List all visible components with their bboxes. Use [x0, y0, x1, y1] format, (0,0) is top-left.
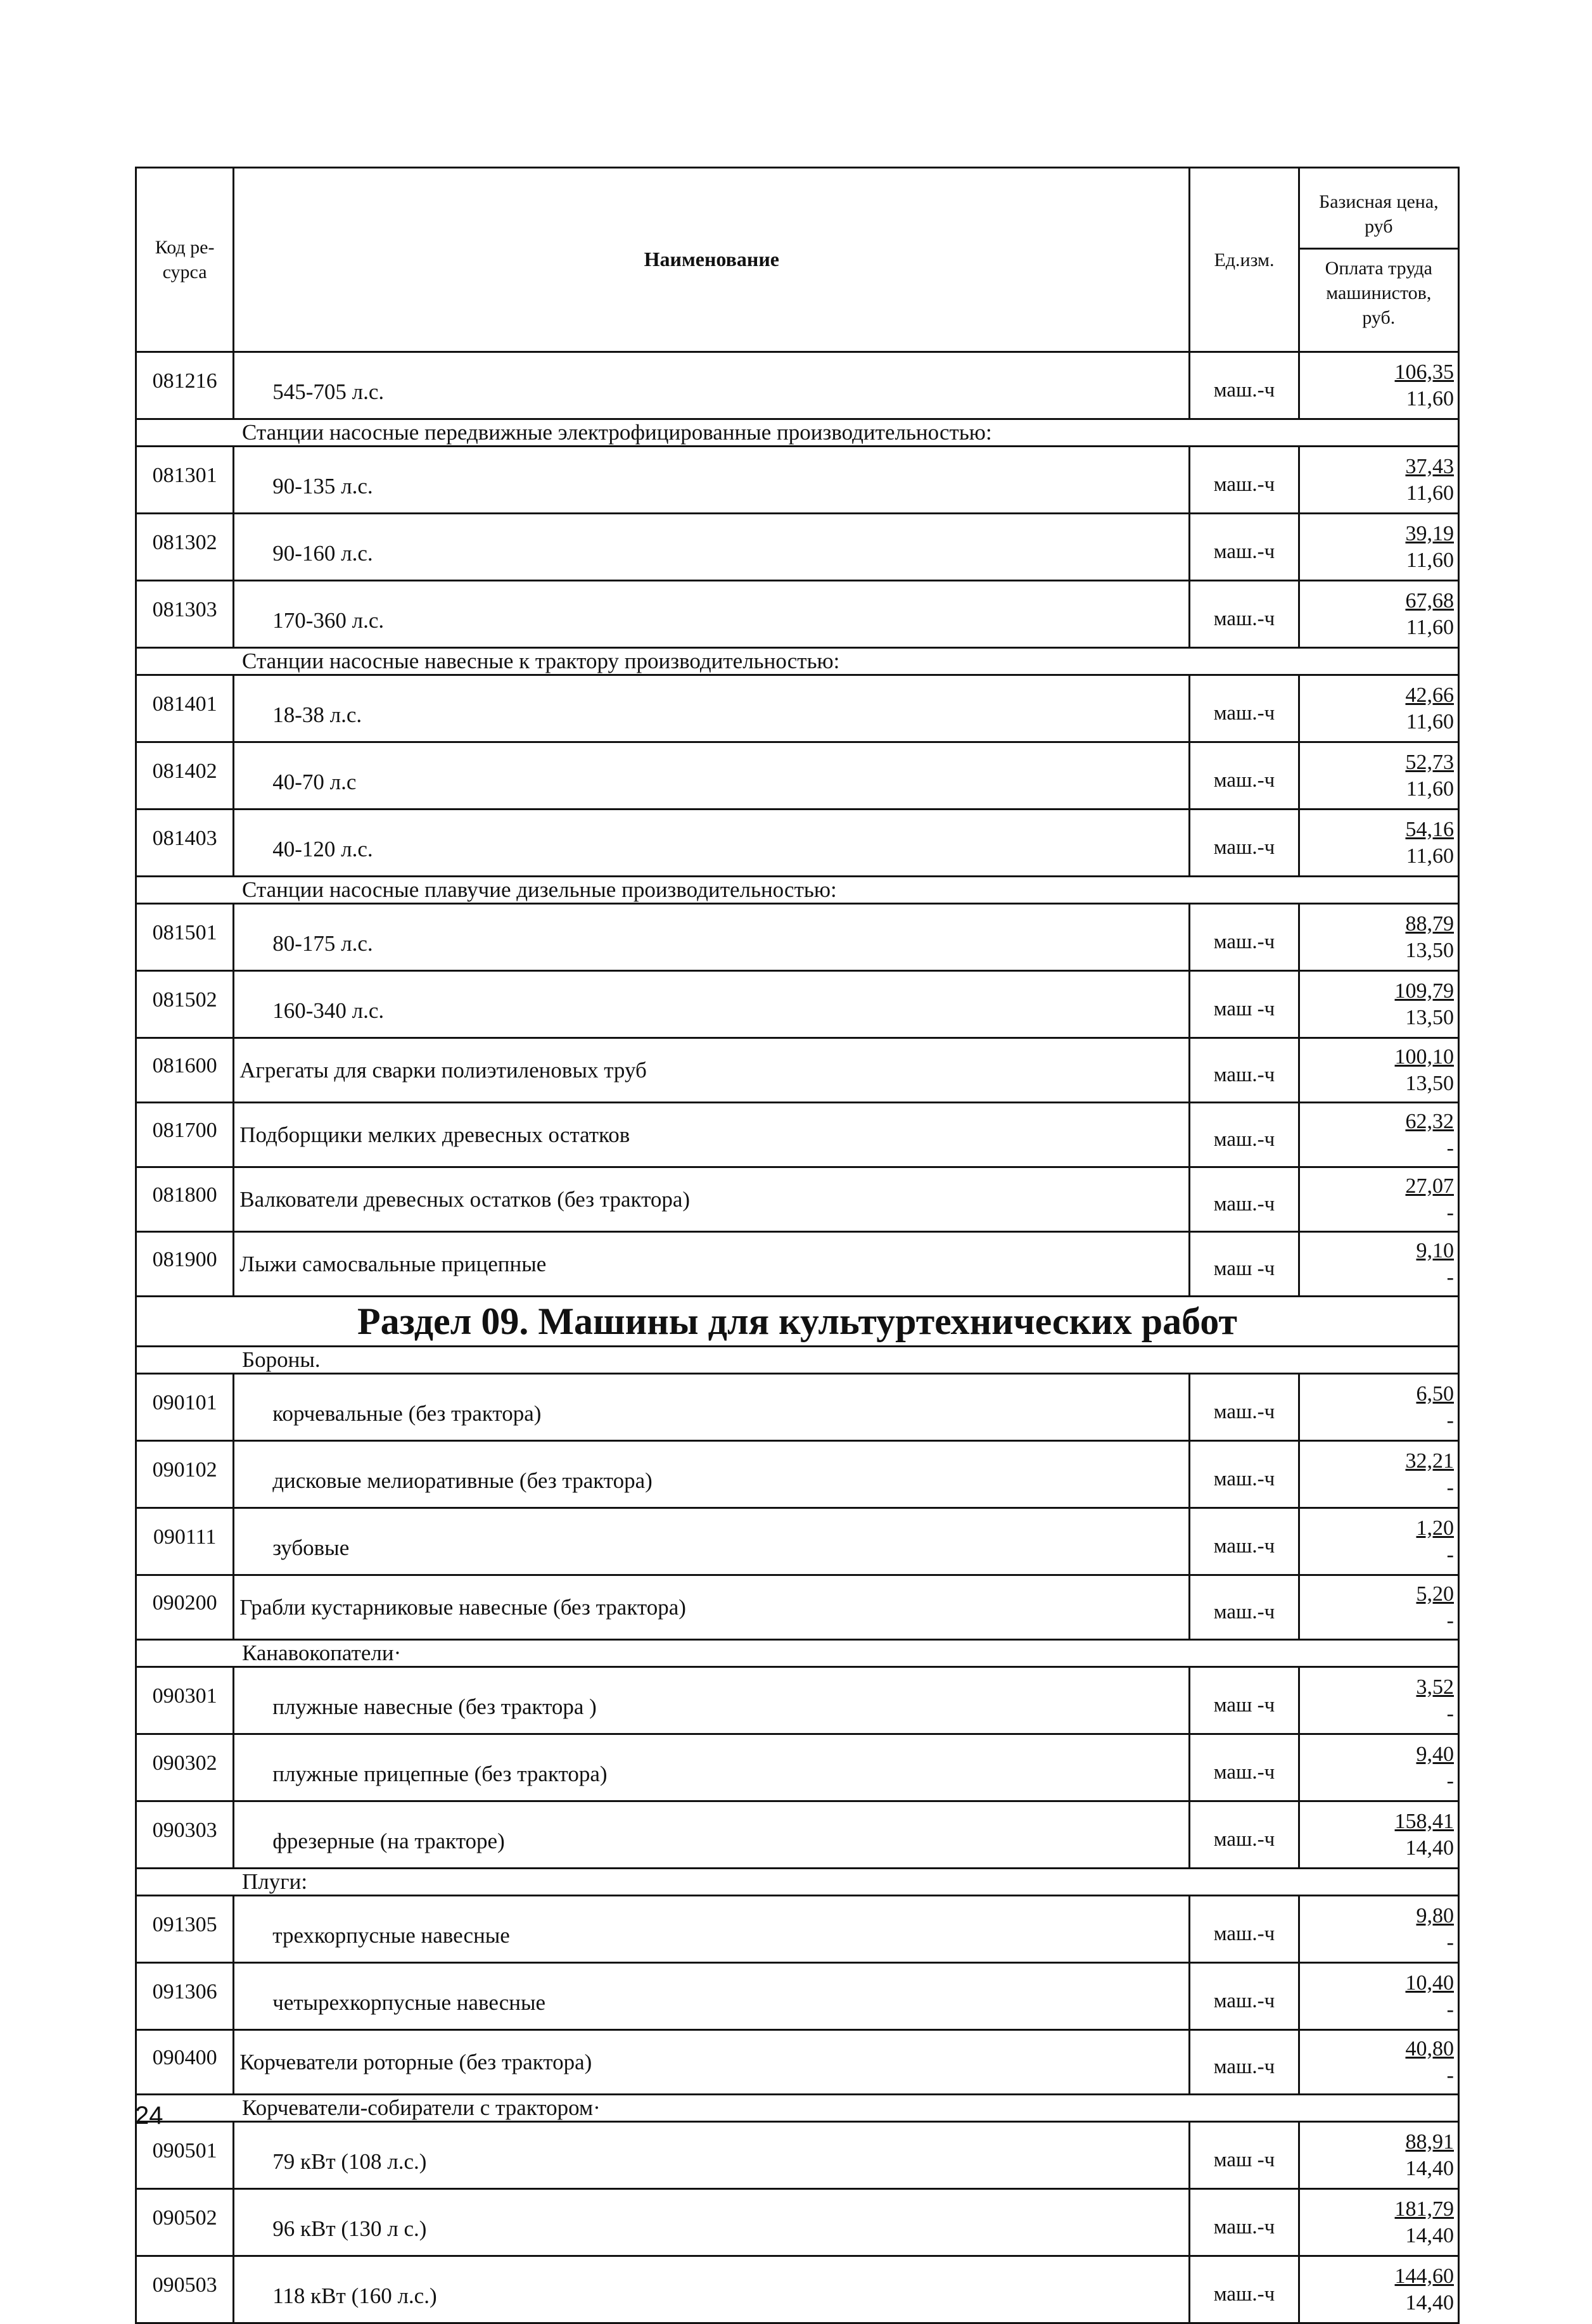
base-price: 88,91: [1405, 2130, 1454, 2154]
unit: маш.-ч: [1190, 1801, 1299, 1869]
table-row: [136, 1896, 1459, 1963]
labor-cost: -: [1446, 1200, 1454, 1224]
price-cell: [1299, 2030, 1458, 2095]
base-price: 67,68: [1405, 588, 1454, 613]
unit: маш.-ч: [1190, 675, 1299, 742]
group-header-row: [136, 419, 1459, 447]
base-price: 9,80: [1416, 1903, 1454, 1927]
labor-cost: 11,60: [1406, 386, 1454, 410]
base-price: 37,43: [1405, 454, 1454, 478]
price-cell: [1299, 1667, 1458, 1734]
resource-name: Лыжи самосвальные прицепные: [234, 1232, 1190, 1297]
base-price: 10,40: [1405, 1971, 1454, 1995]
base-price: 88,79: [1405, 911, 1454, 936]
section-title-row: [136, 1297, 1459, 1347]
table-row: [136, 1734, 1459, 1801]
header-code: [136, 168, 234, 352]
unit: маш.-ч: [1190, 1038, 1299, 1103]
unit: маш -ч: [1190, 2122, 1299, 2189]
base-price: 39,19: [1405, 521, 1454, 545]
price-cell: [1299, 904, 1458, 971]
unit: маш.-ч: [1190, 1508, 1299, 1575]
unit: маш -ч: [1190, 1667, 1299, 1734]
base-price: 3,52: [1416, 1675, 1454, 1699]
unit: маш.-ч: [1190, 1896, 1299, 1963]
unit: маш.-ч: [1190, 2189, 1299, 2256]
labor-cost: -: [1446, 1930, 1454, 1954]
group-title: Станции насосные плавучие дизельные производительностью:: [136, 877, 1459, 904]
base-price: 158,41: [1394, 1809, 1454, 1833]
unit: маш.-ч: [1190, 2256, 1299, 2323]
resource-name: 40-70 л.с: [234, 742, 1190, 810]
unit: маш.-ч: [1190, 904, 1299, 971]
group-header-row: [136, 648, 1459, 675]
price-cell: [1299, 971, 1458, 1038]
group-header-row: [136, 1347, 1459, 1374]
table-row: [136, 2122, 1459, 2189]
resource-code: 081502: [136, 971, 234, 1038]
price-cell: [1299, 514, 1458, 581]
price-cell: [1299, 742, 1458, 810]
unit: маш.-ч: [1190, 1167, 1299, 1232]
labor-cost: -: [1446, 1997, 1454, 2021]
header-name: [234, 168, 1190, 352]
resource-code: 081403: [136, 810, 234, 877]
header-divider: [1300, 248, 1458, 250]
unit: маш.-ч: [1190, 742, 1299, 810]
unit: маш.-ч: [1190, 581, 1299, 648]
group-title: Корчеватели-собиратели с трактором·: [136, 2095, 1459, 2122]
unit: маш -ч: [1190, 1232, 1299, 1297]
labor-cost: 13,50: [1405, 1071, 1454, 1095]
base-price: 9,40: [1416, 1742, 1454, 1766]
resource-name: 90-135 л.с.: [234, 447, 1190, 514]
resource-name: 80-175 л.с.: [234, 904, 1190, 971]
labor-cost: 11,60: [1406, 615, 1454, 639]
table-row: [136, 1167, 1459, 1232]
base-price: 181,79: [1394, 2197, 1454, 2221]
labor-cost: 11,60: [1406, 844, 1454, 868]
resource-name: Агрегаты для сварки полиэтиленовых труб: [234, 1038, 1190, 1103]
base-price: 40,80: [1405, 2036, 1454, 2060]
table-row: [136, 810, 1459, 877]
labor-cost: 11,60: [1406, 777, 1454, 801]
resource-name: трехкорпусные навесные: [234, 1896, 1190, 1963]
table-row: [136, 1801, 1459, 1869]
table-row: [136, 1575, 1459, 1640]
price-cell: [1299, 1374, 1458, 1441]
resource-code: 090502: [136, 2189, 234, 2256]
group-header-row: [136, 1869, 1459, 1896]
resource-code: 090303: [136, 1801, 234, 1869]
group-title: Плуги:: [136, 1869, 1459, 1896]
labor-cost: 14,40: [1405, 2223, 1454, 2247]
resource-name: зубовые: [234, 1508, 1190, 1575]
resource-code: 091306: [136, 1963, 234, 2030]
header-unit-text: Ед.изм.: [1214, 249, 1275, 270]
price-cell: [1299, 1038, 1458, 1103]
labor-cost: -: [1446, 1608, 1454, 1632]
price-cell: [1299, 1734, 1458, 1801]
price-cell: [1299, 1103, 1458, 1167]
base-price: 100,10: [1394, 1045, 1454, 1069]
price-cell: [1299, 1508, 1458, 1575]
table-row: [136, 352, 1459, 419]
price-cell: [1299, 2122, 1458, 2189]
resource-code: 081303: [136, 581, 234, 648]
header-price-text: Базисная цена, руб: [1318, 191, 1439, 237]
table-row: [136, 971, 1459, 1038]
resource-code: 081402: [136, 742, 234, 810]
unit: маш.-ч: [1190, 514, 1299, 581]
labor-cost: 11,60: [1406, 548, 1454, 572]
unit: маш.-ч: [1190, 810, 1299, 877]
header-labor-text: Оплата труда машинистов, руб.: [1325, 258, 1432, 328]
group-title: Станции насосные передвижные электрофицированные производительностью:: [136, 419, 1459, 447]
labor-cost: -: [1446, 1542, 1454, 1566]
resource-name: 170-360 л.с.: [234, 581, 1190, 648]
base-price: 27,07: [1405, 1174, 1454, 1198]
resource-name: 160-340 л.с.: [234, 971, 1190, 1038]
resource-code: 081216: [136, 352, 234, 419]
resource-code: 081302: [136, 514, 234, 581]
price-cell: [1299, 581, 1458, 648]
resource-name: корчевальные (без трактора): [234, 1374, 1190, 1441]
table-row: [136, 447, 1459, 514]
resource-code: 081800: [136, 1167, 234, 1232]
price-table: [135, 167, 1460, 2324]
price-cell: [1299, 1441, 1458, 1508]
labor-cost: 14,40: [1405, 2156, 1454, 2180]
resource-code: 090400: [136, 2030, 234, 2095]
resource-name: 90-160 л.с.: [234, 514, 1190, 581]
resource-code: 081700: [136, 1103, 234, 1167]
resource-code: 090501: [136, 2122, 234, 2189]
table-row: [136, 1508, 1459, 1575]
resource-code: 090302: [136, 1734, 234, 1801]
group-header-row: [136, 877, 1459, 904]
base-price: 144,60: [1394, 2264, 1454, 2288]
unit: маш -ч: [1190, 971, 1299, 1038]
resource-code: 090503: [136, 2256, 234, 2323]
base-price: 5,20: [1416, 1582, 1454, 1606]
resource-name: 79 кВт (108 л.с.): [234, 2122, 1190, 2189]
resource-code: 090200: [136, 1575, 234, 1640]
resource-name: 40-120 л.с.: [234, 810, 1190, 877]
resource-name: 96 кВт (130 л с.): [234, 2189, 1190, 2256]
base-price: 62,32: [1405, 1109, 1454, 1133]
resource-code: 081501: [136, 904, 234, 971]
resource-code: 090301: [136, 1667, 234, 1734]
table-row: [136, 675, 1459, 742]
unit: маш.-ч: [1190, 1734, 1299, 1801]
unit: маш.-ч: [1190, 352, 1299, 419]
table-row: [136, 2030, 1459, 2095]
table-row: [136, 1963, 1459, 2030]
price-cell: [1299, 675, 1458, 742]
resource-code: 090102: [136, 1441, 234, 1508]
unit: маш.-ч: [1190, 2030, 1299, 2095]
resource-name: дисковые мелиоративные (без трактора): [234, 1441, 1190, 1508]
base-price: 42,66: [1405, 683, 1454, 707]
table-row: [136, 1103, 1459, 1167]
resource-name: Валкователи древесных остатков (без трактора): [234, 1167, 1190, 1232]
labor-cost: -: [1446, 2063, 1454, 2087]
table-header: [136, 168, 1459, 352]
price-cell: [1299, 810, 1458, 877]
unit: маш.-ч: [1190, 447, 1299, 514]
resource-name: Подборщики мелких древесных остатков: [234, 1103, 1190, 1167]
base-price: 1,20: [1416, 1516, 1454, 1540]
table-row: [136, 514, 1459, 581]
resource-name: 118 кВт (160 л.с.): [234, 2256, 1190, 2323]
labor-cost: -: [1446, 1768, 1454, 1793]
unit: маш.-ч: [1190, 1963, 1299, 2030]
resource-name: плужные прицепные (без трактора): [234, 1734, 1190, 1801]
resource-name: плужные навесные (без трактора ): [234, 1667, 1190, 1734]
labor-cost: 14,40: [1405, 1836, 1454, 1860]
base-price: 6,50: [1416, 1381, 1454, 1406]
base-price: 32,21: [1405, 1449, 1454, 1473]
header-name-text: Наименование: [644, 248, 779, 271]
unit: маш.-ч: [1190, 1441, 1299, 1508]
base-price: 9,10: [1416, 1238, 1454, 1262]
resource-name: Корчеватели роторные (без трактора): [234, 2030, 1190, 2095]
header-price: [1299, 168, 1458, 352]
labor-cost: 14,40: [1405, 2290, 1454, 2314]
resource-code: 081301: [136, 447, 234, 514]
group-header-row: [136, 1640, 1459, 1667]
resource-code: 091305: [136, 1896, 234, 1963]
resource-name: Грабли кустарниковые навесные (без трактора): [234, 1575, 1190, 1640]
price-cell: [1299, 1232, 1458, 1297]
unit: маш.-ч: [1190, 1374, 1299, 1441]
group-header-row: [136, 2095, 1459, 2122]
resource-name: четырехкорпусные навесные: [234, 1963, 1190, 2030]
price-cell: [1299, 352, 1458, 419]
table-row: [136, 581, 1459, 648]
price-cell: [1299, 1801, 1458, 1869]
labor-cost: -: [1446, 1408, 1454, 1432]
price-cell: [1299, 1896, 1458, 1963]
base-price: 52,73: [1405, 750, 1454, 774]
base-price: 54,16: [1405, 817, 1454, 841]
header-unit: [1190, 168, 1299, 352]
resource-code: 081900: [136, 1232, 234, 1297]
labor-cost: -: [1446, 1265, 1454, 1289]
labor-cost: 11,60: [1406, 709, 1454, 733]
price-cell: [1299, 447, 1458, 514]
labor-cost: 11,60: [1406, 481, 1454, 505]
labor-cost: -: [1446, 1475, 1454, 1499]
resource-code: 090101: [136, 1374, 234, 1441]
page-number: 24: [135, 2102, 163, 2130]
resource-name: 18-38 л.с.: [234, 675, 1190, 742]
resource-code: 090111: [136, 1508, 234, 1575]
resource-name: 545-705 л.с.: [234, 352, 1190, 419]
group-title: Бороны.: [136, 1347, 1459, 1374]
table-row: [136, 1441, 1459, 1508]
table-row: [136, 742, 1459, 810]
labor-cost: -: [1446, 1136, 1454, 1160]
labor-cost: -: [1446, 1701, 1454, 1725]
unit: маш.-ч: [1190, 1103, 1299, 1167]
section-title: Раздел 09. Машины для культуртехнических работ: [136, 1297, 1459, 1347]
price-cell: [1299, 1167, 1458, 1232]
labor-cost: 13,50: [1405, 938, 1454, 962]
price-cell: [1299, 1963, 1458, 2030]
table-row: [136, 904, 1459, 971]
base-price: 106,35: [1394, 360, 1454, 384]
price-cell: [1299, 2256, 1458, 2323]
labor-cost: 13,50: [1405, 1005, 1454, 1029]
group-title: Канавокопатели·: [136, 1640, 1459, 1667]
table-row: [136, 1232, 1459, 1297]
resource-code: 081401: [136, 675, 234, 742]
price-cell: [1299, 1575, 1458, 1640]
header-code-text: Код ре- сурса: [155, 237, 215, 283]
table-row: [136, 1374, 1459, 1441]
resource-code: 081600: [136, 1038, 234, 1103]
base-price: 109,79: [1394, 979, 1454, 1003]
table-row: [136, 2256, 1459, 2323]
resource-name: фрезерные (на тракторе): [234, 1801, 1190, 1869]
table-row: [136, 1038, 1459, 1103]
table-row: [136, 1667, 1459, 1734]
unit: маш.-ч: [1190, 1575, 1299, 1640]
group-title: Станции насосные навесные к трактору производительностью:: [136, 648, 1459, 675]
